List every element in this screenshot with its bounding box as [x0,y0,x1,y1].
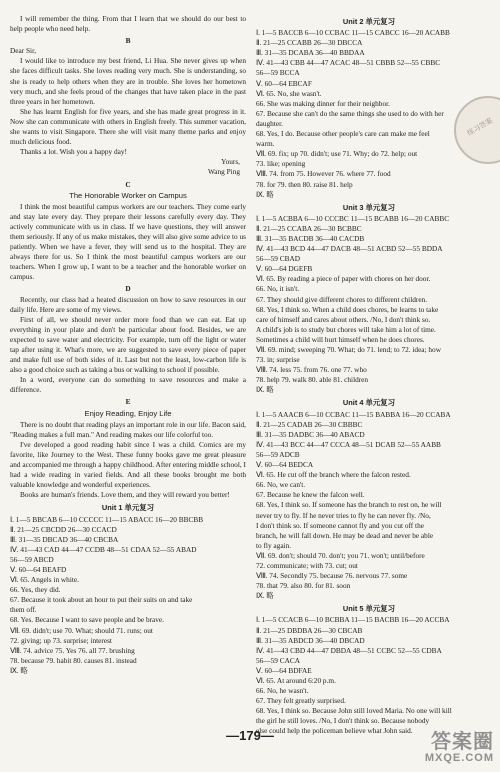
answer-line: Ⅷ. 74. advice 75. Yes 76. all 77. brushing [10,645,135,655]
watermark-logo-text: 答案圈 [431,731,494,753]
watermark-url: MXQE.COM [424,752,494,764]
unit3-heading: Unit 3 单元复习 [342,202,396,212]
answer-line: 66. No, it isn't. [256,284,300,294]
answer-line: Ⅳ. 41—43 CAD 44—47 CCDB 48—51 CDAA 52—55 ABAD [10,544,197,554]
answer-line: else could help the policeman believe what John said. [256,726,413,736]
answer-line: warm. [256,139,275,149]
answer-line: Ⅶ. 69. mind; sweeping 70. What; do 71. lend; to 72. idea; how [256,345,441,354]
answer-line: 78. that 79. also 80. for 81. soon [256,581,351,591]
answer-line: Ⅷ. 74. less 75. from 76. one 77. who [256,365,367,375]
answer-line: 56—59 ADCB [256,449,300,459]
answer-line: never try to fly. If he never tries to fly he can never fly. /No, [256,510,431,520]
section-c-title: The Honorable Worker on Campus [69,190,187,200]
answer-line: them off. [10,605,37,615]
right-column [256,14,482,737]
answer-line: Ⅱ. 21—25 CBCDD 26—30 CCACD [10,524,117,534]
answer-line: Ⅲ. 31—35 DBCAD 36—40 CBCBA [10,534,119,544]
answer-line: daughter. [256,118,283,128]
answer-line: 68. Yes, I think so. When a child does chores, he learns to take [256,304,439,314]
answer-line: Ⅱ. 21—25 CADAB 26—30 CBBBC [256,419,363,429]
answer-line: Ⅲ. 31—35 ABDCD 36—40 DBCAD [256,635,365,645]
answer-line: 56—59 ABCD [10,554,54,564]
answer-line: Ⅴ. 60—64 BEDCA [256,460,314,470]
answer-line: Ⅰ. 1—5 BACCB 6—10 CCBAC 11—15 CABCC 16—20 ACABB [256,28,450,38]
section-c-paragraph: I think the most beautiful campus workers are our teachers. They come early and stay late every day. They prepare their lessons carefully every day. They actively communicate with us in class. If we have questions, they will answer them seriously. If any of us make mistakes, they will also give some advice to us patiently. When we have a fever, they will send us to the hospital. They are always there for us. So I think the most beautiful campus workers are our teachers. When I grow up, I want to be a teacher and the honorable worker on campus. [10,201,246,282]
section-c-letter: C [125,179,131,189]
unit1-answers [10,515,246,677]
answer-line: Ⅵ. 65. At around 6:20 p.m. [256,676,336,685]
answer-line: Ⅵ. 65. He cut off the branch where the falcon rested. [256,470,411,480]
answer-line: Ⅵ. 65. By reading a piece of paper with chores on her door. [256,274,431,284]
section-d-letter: D [125,284,131,294]
unit2-heading: Unit 2 单元复习 [342,17,396,26]
section-b-paragraph: She has learnt English for five years, and she has made great progress in it. Now she can communicate with others in English freely. This summer vacation, she wants to visit Singapore. There she will visit many theme parks and enjoy much delicious food. [10,106,246,147]
answer-line: Ⅲ. 31—35 DCABA 36—40 BBDAA [256,48,365,58]
letter-closing: Yours, [221,157,240,167]
answer-line: Ⅸ. 略 [256,591,274,601]
section-e-title: Enjoy Reading, Enjoy Life [84,408,172,418]
section-b-letter: B [125,36,131,46]
answer-line: 72. giving; up 73. surprise; interest [10,635,112,645]
section-e-paragraph: Books are human's friends. Love them, and they will reward you better! [20,490,230,500]
answer-line: 78. for 79. then 80. raise 81. help [256,179,353,189]
answer-line: to fly again. [256,540,292,550]
answer-line: 67. Because she can't do the same things she used to do with her [256,108,444,118]
answer-line: Ⅱ. 21—25 CCABA 26—30 BCBBC [256,223,362,233]
answer-line: 68. Yes, I think so. Because John still loved Maria. No one will kill [256,706,452,716]
page-number: —179— [226,728,274,743]
section-d-paragraph: First of all, we should never order more food than we can eat. Eat up everything in your plate and don't be particular about food. Besides, we are expected to save water and electricity. For example, turn off the light or water tap after using it. What's more, we are suggested to save every piece of paper and make full use of both sides of it. Last but not the least, low-carbon life is also a good choice such as taking a bus or walking to school if possible. [10,314,246,375]
answer-line: Ⅳ. 41—43 CBD 44—47 DBDA 48—51 CCBC 52—55 CDBA [256,645,442,655]
answer-line: the girl he still loves. /No, I don't think so. Because nobody [256,716,430,726]
answer-line: 66. No, we can't. [256,480,306,490]
unit2-answers [256,28,482,200]
answer-line: Ⅳ. 41—43 CBB 44—47 ACAC 48—51 CBBB 52—55 CBBC [256,58,441,68]
section-d-paragraph: Recently, our class had a heated discussion on how to save resources in our daily life. Here are some of my views. [10,294,246,314]
answer-line: 68. Yes, I think so. If someone has the branch to rest on, he will [256,500,442,510]
unit5-answers [256,615,482,736]
answer-line: 78. because 79. habit 80. causes 81. instead [10,655,137,665]
answer-line: Ⅴ. 60—64 EBCAF [256,78,312,88]
answer-line: Ⅷ. 74. Secondly 75. because 76. nervous 77. some [256,571,408,581]
answer-line: A child's job is to study but chores will take him a lot of time. [256,324,436,334]
answer-line: Ⅸ. 略 [256,189,274,199]
section-b-paragraph: I would like to introduce my best friend, Li Hua. She never gives up when she faces difficult tasks. She loves reading very much. She is understanding, so she is ready to help others when they are in trouble. She loves her hometown very much, and she feels proud of the changes that have taken place in the past three years in her hometown. [10,56,246,106]
section-e-paragraph: I've developed a good reading habit since I was a child. Comics are my favorite, like Journey to the West. These funny books gave me great pleasure and accompanied me through a happy childhood. After entering middle school, I had a wide reading in varied fields. And all these books brought me both valuable knowledge and wonderful experiences. [10,439,246,490]
answer-line: Ⅳ. 41—43 BCD 44—47 DACB 48—51 ACBD 52—55 BDDA [256,244,443,254]
answer-line: Ⅱ. 21—25 DBDBA 26—30 CBCAB [256,625,363,635]
answer-line: Ⅵ. 65. No, she wasn't. [256,88,322,98]
answer-line: Sometimes a child will hurt himself when he does chores. [256,334,425,344]
answer-line: Ⅷ. 74. from 75. However 76. where 77. food [256,169,391,179]
answer-line: Ⅴ. 60—64 BEAFD [10,564,67,574]
answer-line: 56—59 CACA [256,655,300,665]
answer-line: Ⅳ. 41—43 BCC 44—47 CCCA 48—51 DCAB 52—55 AABB [256,439,441,449]
answer-line: 56—59 CBAD [256,254,300,264]
section-e-letter: E [125,397,131,407]
answer-line: 66. Yes, they did. [10,585,61,595]
unit5-heading: Unit 5 单元复习 [342,604,396,614]
answer-line: Ⅴ. 60—64 BDFAE [256,665,312,675]
answer-line: I don't think so. If someone cannot fly and you cut off the [256,520,424,530]
answer-line: Ⅵ. 65. Angels in white. [10,575,79,585]
answer-line: 66. She was making dinner for their neighbor. [256,98,390,108]
answer-line: 67. Because it took about an hour to put their suits on and take [10,595,193,605]
answer-line: Ⅰ. 1—5 CCACB 6—10 BCBBA 11—15 BACBB 16—20 ACCBA [256,615,450,625]
answer-line: Ⅰ. 1—5 BBCAB 6—10 CCCCC 11—15 ABACC 16—20 BBCBB [10,514,204,524]
answer-line: 72. communicate; with 73. cut; out [256,560,358,570]
answer-line: Ⅴ. 60—64 DGEFB [256,264,313,274]
answer-line: 67. Because he knew the falcon well. [256,490,365,500]
answer-line: 73. in; surprise [256,355,300,365]
section-e-paragraph: There is no doubt that reading plays an important role in our life. Bacon said, "Reading makes a full man." And reading makes our life colorful too. [10,419,246,439]
letter-greeting: Dear Sir, [10,46,37,56]
answer-line: branch, he will fall down. He may be dead and never be able [256,530,434,540]
stamp-text: 练习答案 [466,117,495,138]
section-b-paragraph: Thanks a lot. Wish you a happy day! [20,147,127,157]
watermark-logo [374,732,494,766]
section-d-paragraph: In a word, everyone can do something to save resources and make a difference. [10,375,246,395]
unit1-heading: Unit 1 单元复习 [101,503,155,513]
answer-line: 67. They felt greatly surprised. [256,696,346,706]
answer-line: Ⅸ. 略 [256,385,274,395]
answer-line: Ⅲ. 31—35 BACDB 36—40 CACDB [256,233,365,243]
answer-line: 68. Yes, I do. Because other people's care can make me feel [256,129,430,139]
answer-line: Ⅸ. 略 [10,665,28,675]
intro-paragraph: I will remember the thing. From that I learn that we should do our best to help people who need help. [10,14,246,34]
answer-line: Ⅶ. 69. didn't; use 70. What; should 71. runs; out [10,625,153,635]
answer-line: 56—59 BCCA [256,68,300,78]
answer-line: Ⅲ. 31—35 DADBC 36—40 ABACD [256,429,365,439]
answer-line: Ⅰ. 1—5 ACBBA 6—10 CCCBC 11—15 BCABB 16—20 CABBC [256,213,450,223]
answer-line: 68. Yes. Because I want to save people and be brave. [10,615,165,625]
answer-line: care of himself and cares about others. /No, I don't think so. [256,314,431,324]
unit4-answers [256,410,482,602]
answer-line: 67. They should give different chores to different children. [256,294,428,304]
answer-line: 78. help 79. walk 80. able 81. children [256,375,369,385]
answer-line: 66. No, he wasn't. [256,686,309,696]
unit3-answers [256,214,482,396]
answer-line: Ⅶ. 69. fix; up 70. didn't; use 71. Why; do 72. help; out [256,149,418,159]
letter-signature: Wang Ping [207,167,240,177]
unit4-heading: Unit 4 单元复习 [342,398,396,408]
answer-line: Ⅱ. 21—25 CCABB 26—30 DBCCA [256,38,363,48]
answer-line: Ⅶ. 69. don't; should 70. don't; you 71. won't; until/before [256,550,425,560]
left-column [10,14,246,676]
answer-line: Ⅰ. 1—5 AAACB 6—10 CCBAC 11—15 BABBA 16—20 CCABA [256,409,451,419]
answer-line: 73. like; opening [256,159,306,169]
